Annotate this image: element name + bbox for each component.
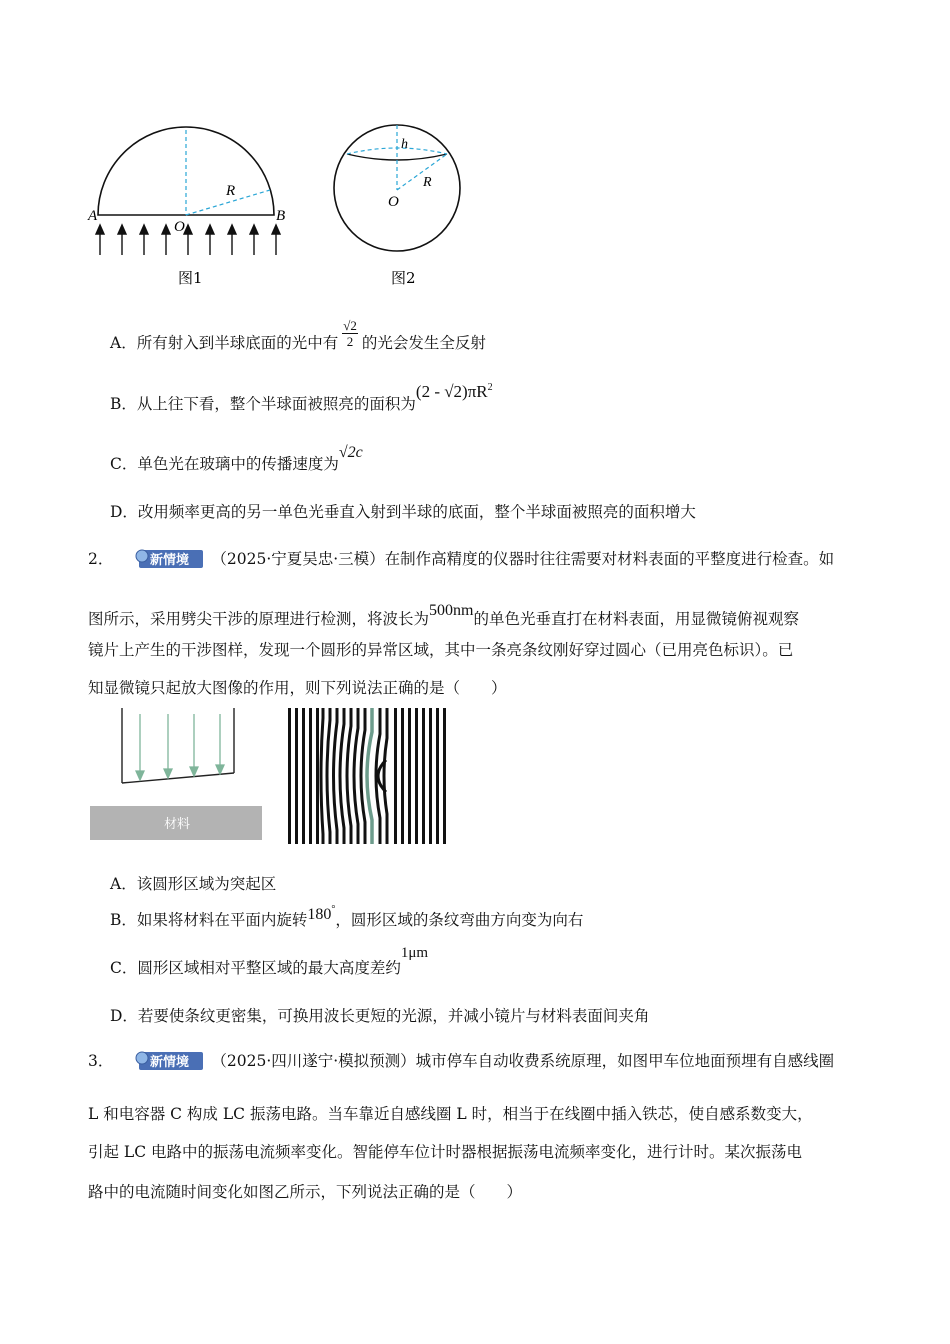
fraction-numerator: √2: [343, 318, 357, 333]
q1-option-d[interactable]: D．改用频率更高的另一单色光垂直入射到半球的底面，整个半球面被照亮的面积增大: [110, 503, 696, 521]
q2-option-d[interactable]: D．若要使条纹更密集，可换用波长更短的光源，并减小镜片与材料表面间夹角: [110, 1007, 650, 1025]
q1-option-b[interactable]: [110, 380, 493, 413]
badge-label: 新情境: [150, 553, 190, 568]
label-O2: O: [388, 194, 399, 210]
label-B: B: [276, 208, 286, 224]
q3-number: 3．: [88, 1052, 114, 1070]
exponent: 2: [487, 382, 493, 393]
figure-2-sphere: [325, 120, 475, 290]
q3-line-1-text: （2025·四川遂宁·模拟预测）城市停车自动收费系统原理，如图甲车位地面预埋有自感线圈: [211, 1052, 835, 1070]
flask-icon: [135, 1048, 205, 1072]
q2-option-b[interactable]: [110, 902, 584, 929]
label-A: A: [88, 208, 98, 224]
q1-option-c-prefix: C．单色光在玻璃中的传播速度为: [110, 455, 339, 473]
badge-label: 新情境: [150, 1055, 190, 1070]
q2-option-b-suffix: ，圆形区域的条纹弯曲方向变为向右: [335, 911, 584, 929]
material-label: 材料: [164, 817, 191, 832]
degree-sign: °: [331, 904, 336, 915]
interference-fringe-pattern: [286, 708, 448, 844]
q1-option-a-suffix: 的光会发生全反射: [361, 334, 486, 352]
q2-line-1: [88, 546, 834, 574]
q1-option-c-math: √2c: [338, 444, 363, 461]
figure-1-caption: 图1: [178, 269, 203, 287]
q2-line-2: [88, 598, 799, 628]
new-context-badge: [135, 1048, 205, 1076]
q2-number: 2．: [88, 550, 114, 568]
q2-option-c[interactable]: [110, 940, 429, 977]
label-R2: R: [423, 175, 432, 190]
q1-option-c[interactable]: [110, 440, 363, 473]
q3-line-3: 引起 LC 电路中的振荡电流频率变化。智能停车位计时器根据振荡电流频率变化，进行计时。某次振荡电: [88, 1143, 803, 1161]
q2-line-4: 知显微镜只起放大图像的作用，则下列说法正确的是（ ）: [88, 679, 507, 697]
wavelength-value: 500nm: [429, 602, 474, 619]
q1-option-b-prefix: B．从上往下看，整个半球面被照亮的面积为: [110, 395, 416, 413]
q2-line-2a: 图所示，采用劈尖干涉的原理进行检测，将波长为: [88, 610, 430, 628]
q2-option-a[interactable]: A．该圆形区域为突起区: [110, 875, 277, 893]
q2-line-2b: 的单色光垂直打在材料表面，用显微镜俯视观察: [473, 610, 799, 628]
q1-option-a-prefix: A．所有射入到半球底面的光中有: [110, 334, 339, 352]
wedge-interference-diagram: [88, 708, 268, 844]
q2-option-b-prefix: B．如果将材料在平面内旋转: [110, 911, 308, 929]
label-R: R: [226, 183, 236, 199]
q3-line-1: [88, 1048, 834, 1076]
fraction: [342, 318, 358, 349]
angle-value: 180: [307, 906, 332, 923]
fraction-denominator: 2: [346, 334, 354, 349]
height-difference-value: 1μm: [400, 945, 429, 961]
q2-option-c-prefix: C．圆形区域相对平整区域的最大高度差约: [110, 959, 401, 977]
rotation-angle: [307, 906, 335, 923]
flask-icon: [135, 546, 205, 570]
new-context-badge: [135, 546, 205, 574]
label-h: h: [401, 137, 408, 152]
area-expression: (2 - √2)πR: [415, 382, 488, 401]
q2-line-3: 镜片上产生的干涉图样，发现一个圆形的异常区域，其中一条亮条纹刚好穿过圆心（已用亮色标识）。已: [88, 641, 794, 659]
q1-option-a[interactable]: [110, 318, 486, 360]
figure-1-hemisphere: [80, 120, 300, 290]
q3-line-4: 路中的电流随时间变化如图乙所示，下列说法正确的是（ ）: [88, 1183, 523, 1201]
q2-line-1-text: （2025·宁夏吴忠·三模）在制作高精度的仪器时往往需要对材料表面的平整度进行检查。如: [211, 550, 835, 568]
label-O: O: [174, 219, 185, 235]
q3-line-2: L 和电容器 C 构成 LC 振荡电路。当车靠近自感线圈 L 时，相当于在线圈中插入铁芯，使自感系数变大，: [88, 1105, 813, 1123]
figure-2-caption: 图2: [391, 269, 416, 287]
q1-option-b-math: [416, 382, 493, 401]
